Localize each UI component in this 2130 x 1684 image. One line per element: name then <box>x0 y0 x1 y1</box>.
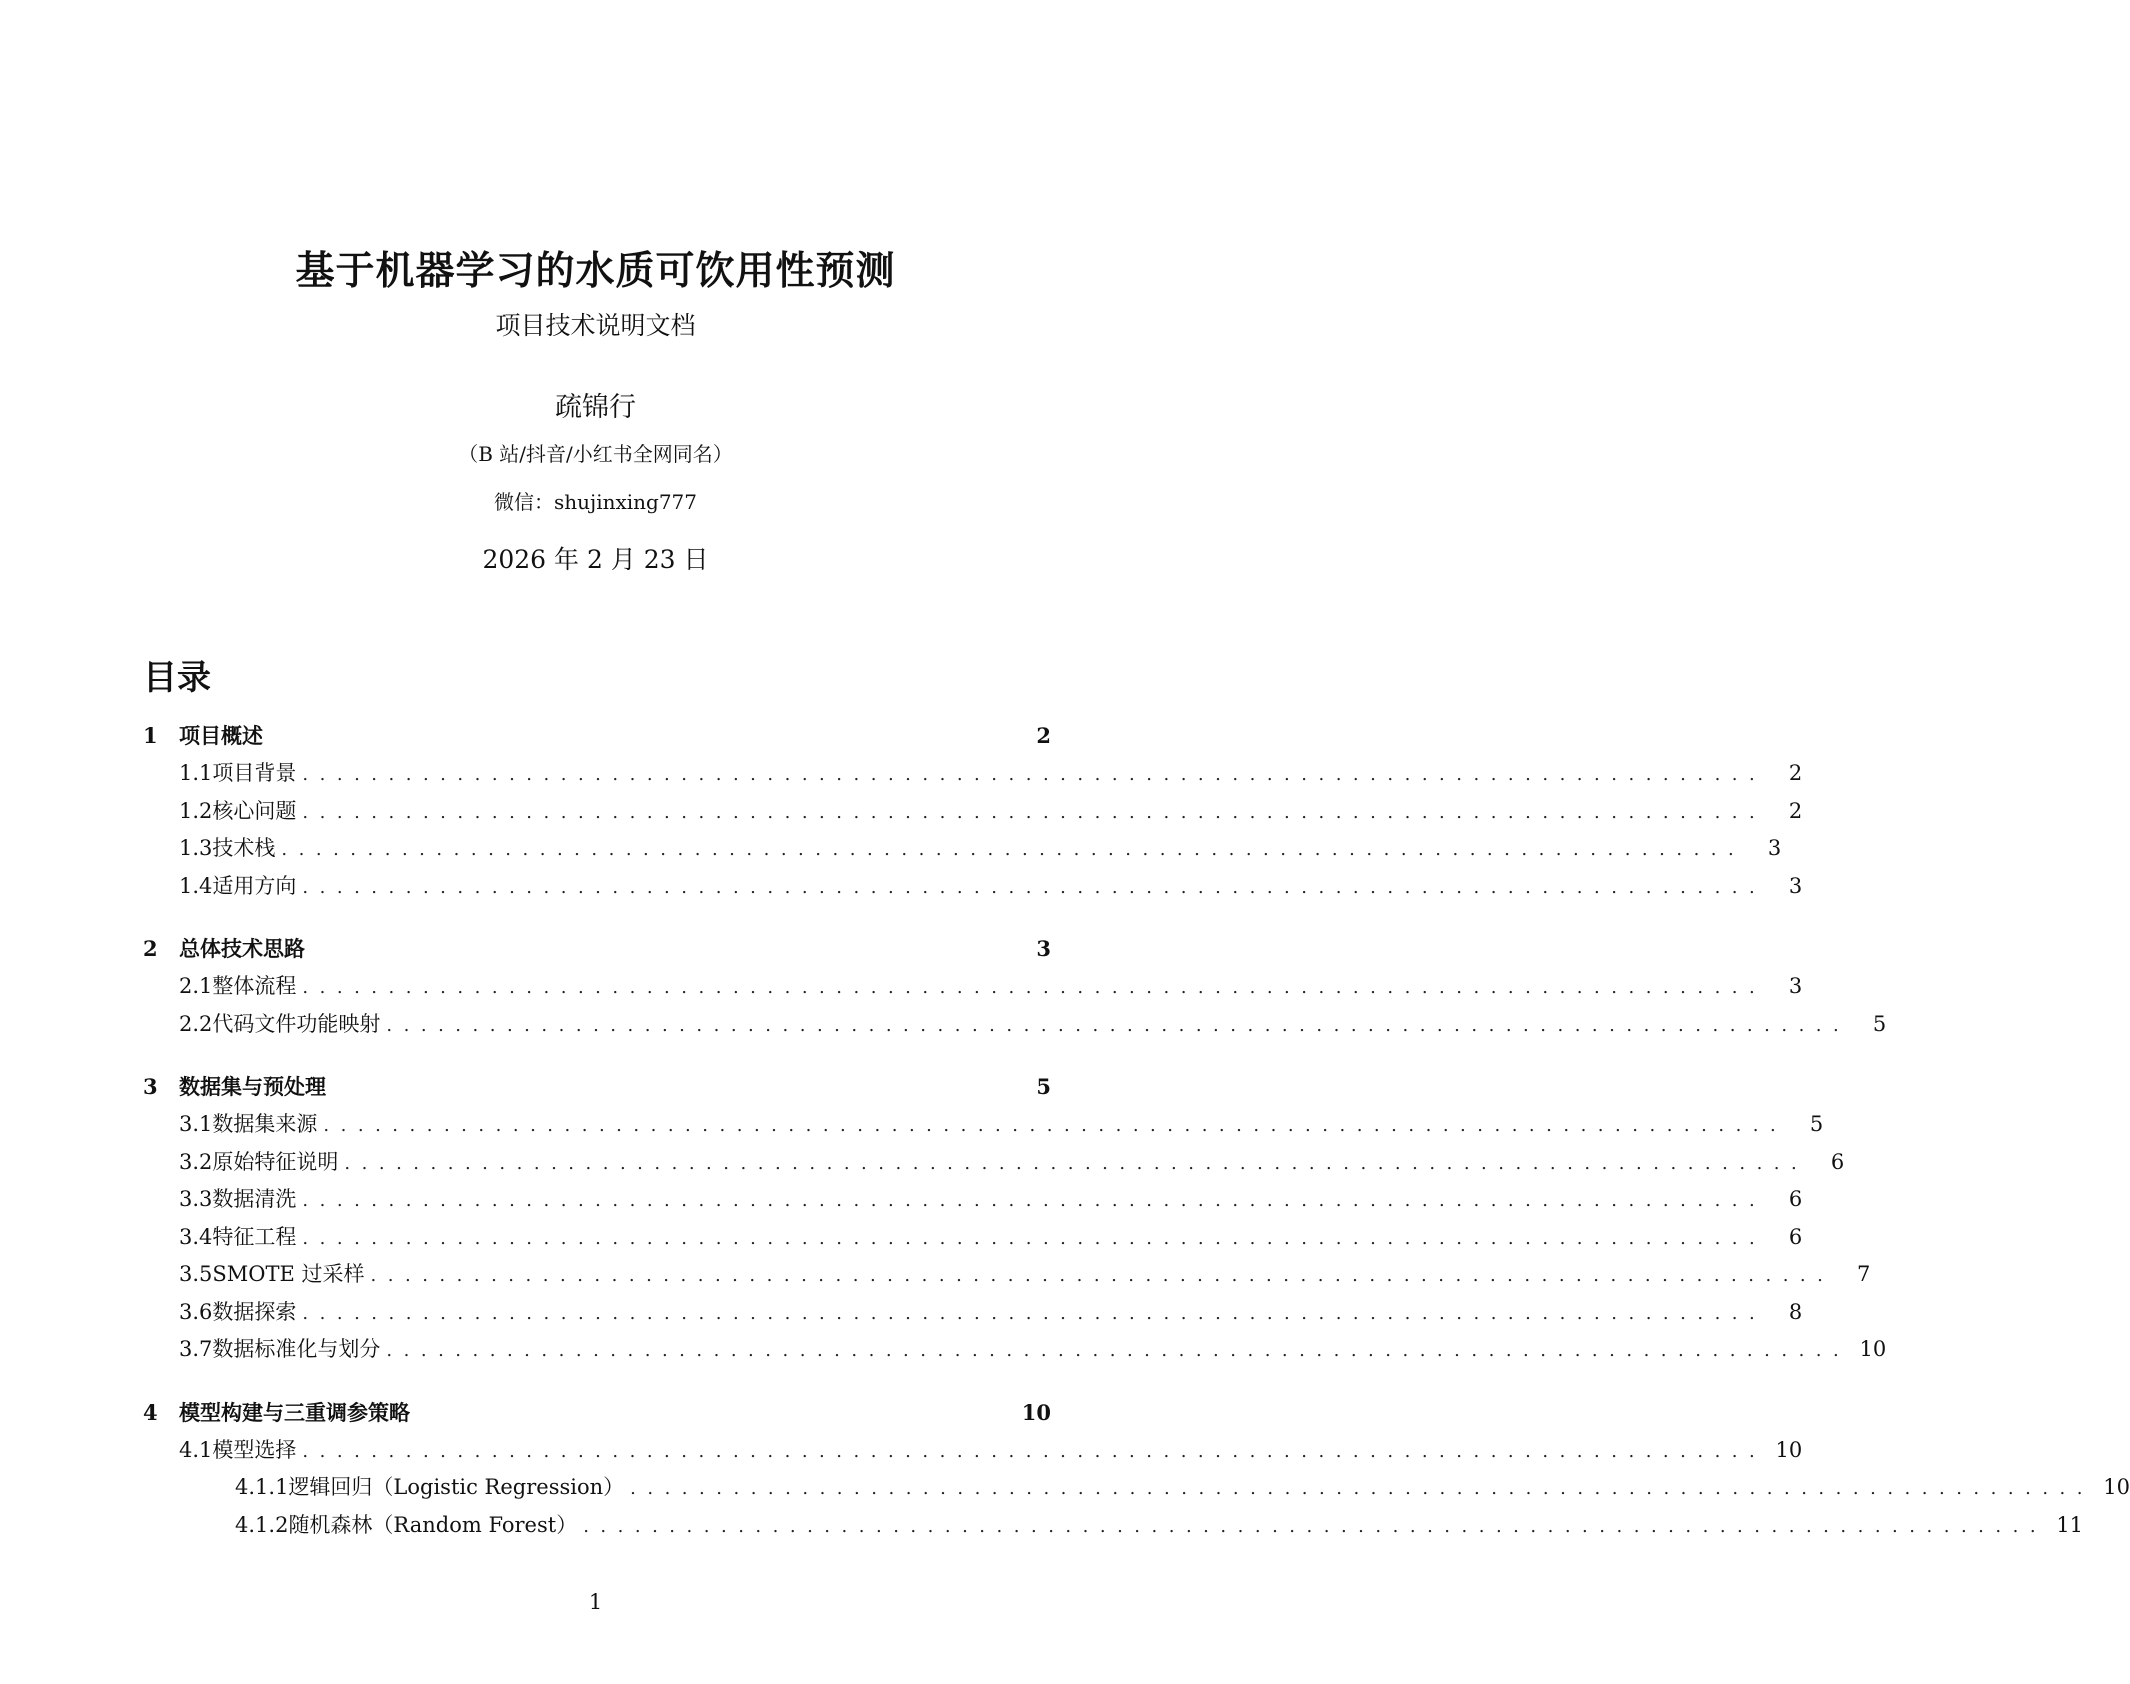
toc-section-3[interactable] <box>143 1068 1051 1106</box>
toc-dot-leader: ..................................................................................... <box>323 1115 1788 1136</box>
toc-entry-page: 6 <box>1788 1187 1803 1211</box>
toc-entry-title: 数据探索 <box>212 1299 297 1324</box>
toc-entry-title: 逻辑回归（Logistic Regression） <box>288 1475 625 1499</box>
toc-entry-number: 4.1.1 <box>235 1475 289 1499</box>
toc-entry-3-6[interactable] <box>143 1294 1803 1332</box>
toc-entry-title: 原始特征说明 <box>212 1149 339 1174</box>
toc-dot-leader: ..................................................................................... <box>583 1515 2048 1537</box>
toc-entry-number: 4.1 <box>179 1437 213 1462</box>
toc-dot-leader: ..................................................................................... <box>302 801 1767 823</box>
toc-dot-leader: ..................................................................................... <box>302 764 1767 785</box>
document-date: 2026 年 2 月 23 日 <box>482 545 709 574</box>
toc-entry-number: 1.1 <box>179 761 213 785</box>
toc-entry-page: 7 <box>1857 1262 1871 1286</box>
toc-section-title: 总体技术思路 <box>179 936 305 961</box>
toc-dot-leader: ..................................................................................... <box>344 1152 1809 1174</box>
toc-entry-number: 1.3 <box>179 836 213 860</box>
toc-entry-title: 技术栈 <box>212 836 276 860</box>
toc-dot-leader: ..................................................................................... <box>630 1478 2094 1499</box>
toc-section-title: 模型构建与三重调参策略 <box>179 1399 410 1425</box>
toc-entry-page: 10 <box>2103 1475 2130 1499</box>
toc-dot-leader: ..................................................................................... <box>386 1340 1851 1361</box>
page-number: 1 <box>588 1590 603 1614</box>
toc-entry-title: 代码文件功能映射 <box>212 1011 381 1036</box>
author-wechat: 微信：shujinxing777 <box>493 490 698 514</box>
toc-entry-number: 3.4 <box>179 1224 213 1249</box>
toc-heading: 目录 <box>143 658 211 698</box>
toc-entry-3-7[interactable] <box>143 1331 1887 1369</box>
toc-entry-page: 6 <box>1830 1149 1845 1174</box>
toc-dot-leader: ..................................................................................... <box>370 1265 1835 1286</box>
toc-dot-leader: ..................................................................................... <box>302 1302 1767 1324</box>
toc-section-number: 4 <box>143 1399 158 1425</box>
toc-section-2[interactable] <box>143 930 1051 968</box>
toc-entry-number: 4.1.2 <box>235 1512 289 1537</box>
toc-entry-number: 1.2 <box>179 798 213 823</box>
toc-subentry-4-1-1[interactable] <box>143 1469 2130 1507</box>
toc-section-page: 10 <box>1021 1399 1051 1425</box>
toc-entry-number: 3.1 <box>179 1112 213 1136</box>
document-subtitle: 项目技术说明文档 <box>495 311 696 340</box>
toc-section-number: 1 <box>143 723 158 748</box>
toc-section-page: 2 <box>1036 723 1051 748</box>
toc-entry-3-1[interactable] <box>143 1106 1824 1144</box>
toc-entry-2-2[interactable] <box>143 1006 1887 1044</box>
toc-entry-number: 3.7 <box>179 1337 213 1361</box>
toc-entry-page: 5 <box>1872 1011 1887 1036</box>
toc-section-page: 5 <box>1036 1074 1051 1099</box>
toc-section-title: 项目概述 <box>179 723 263 748</box>
document-title: 基于机器学习的水质可饮用性预测 <box>295 248 896 294</box>
toc-section-1[interactable] <box>143 717 1051 755</box>
toc-section-page: 3 <box>1036 936 1051 961</box>
toc-section-4[interactable] <box>143 1394 1051 1432</box>
toc-entry-title: SMOTE 过采样 <box>212 1262 365 1286</box>
toc-entry-title: 核心问题 <box>212 798 297 823</box>
toc-entry-page: 6 <box>1788 1224 1803 1249</box>
toc-dot-leader: ..................................................................................... <box>302 876 1767 898</box>
toc-entry-title: 模型选择 <box>212 1437 297 1462</box>
toc-entry-page: 10 <box>1775 1437 1803 1462</box>
toc-entry-3-4[interactable] <box>143 1219 1803 1257</box>
toc-entry-2-1[interactable] <box>143 968 1803 1006</box>
toc-entry-title: 整体流程 <box>212 974 297 998</box>
toc-entry-number: 3.3 <box>179 1187 213 1211</box>
toc-entry-4-1[interactable] <box>143 1432 1803 1470</box>
toc-dot-leader: ..................................................................................... <box>302 1190 1767 1211</box>
toc-entry-title: 适用方向 <box>212 873 297 898</box>
toc-entry-1-4[interactable] <box>143 868 1803 906</box>
toc-dot-leader: ..................................................................................... <box>302 1440 1767 1462</box>
toc-entry-title: 数据标准化与划分 <box>212 1337 381 1361</box>
toc-entry-title: 项目背景 <box>212 761 297 785</box>
toc-section-number: 3 <box>143 1074 158 1099</box>
toc-entry-number: 3.6 <box>179 1299 213 1324</box>
toc-entry-3-2[interactable] <box>143 1144 1845 1182</box>
author-name: 疏锦行 <box>555 392 636 423</box>
toc-entry-number: 3.5 <box>179 1262 213 1286</box>
toc-dot-leader: ..................................................................................... <box>281 839 1746 860</box>
toc-entry-page: 2 <box>1788 761 1803 785</box>
toc-entry-page: 10 <box>1859 1337 1887 1361</box>
toc-entry-number: 2.2 <box>179 1011 213 1036</box>
toc-entry-number: 2.1 <box>179 974 213 998</box>
table-of-contents <box>143 717 2130 1544</box>
toc-entry-page: 3 <box>1788 873 1803 898</box>
toc-entry-page: 11 <box>2056 1512 2084 1537</box>
toc-entry-1-3[interactable] <box>143 830 1782 868</box>
toc-entry-title: 数据清洗 <box>212 1187 297 1211</box>
toc-entry-page: 3 <box>1788 974 1803 998</box>
toc-entry-page: 3 <box>1767 836 1782 860</box>
toc-entry-title: 随机森林（Random Forest） <box>288 1512 578 1537</box>
toc-entry-page: 8 <box>1788 1299 1803 1324</box>
toc-section-number: 2 <box>143 936 158 961</box>
toc-entry-3-3[interactable] <box>143 1181 1803 1219</box>
toc-entry-title: 特征工程 <box>212 1224 297 1249</box>
toc-entry-page: 2 <box>1788 798 1803 823</box>
toc-section-title: 数据集与预处理 <box>179 1074 326 1099</box>
toc-entry-number: 1.4 <box>179 873 213 898</box>
toc-entry-title: 数据集来源 <box>212 1112 318 1136</box>
toc-dot-leader: ..................................................................................... <box>302 1227 1767 1249</box>
toc-entry-1-1[interactable] <box>143 755 1803 793</box>
toc-entry-number: 3.2 <box>179 1149 213 1174</box>
toc-entry-page: 5 <box>1809 1112 1824 1136</box>
toc-entry-1-2[interactable] <box>143 793 1803 831</box>
toc-entry-3-5[interactable] <box>143 1256 1871 1294</box>
toc-dot-leader: ..................................................................................... <box>386 1014 1851 1036</box>
toc-subentry-4-1-2[interactable] <box>143 1507 2084 1545</box>
author-note: （B 站/抖音/小红书全网同名） <box>458 442 733 466</box>
toc-dot-leader: ..................................................................................... <box>302 977 1767 998</box>
